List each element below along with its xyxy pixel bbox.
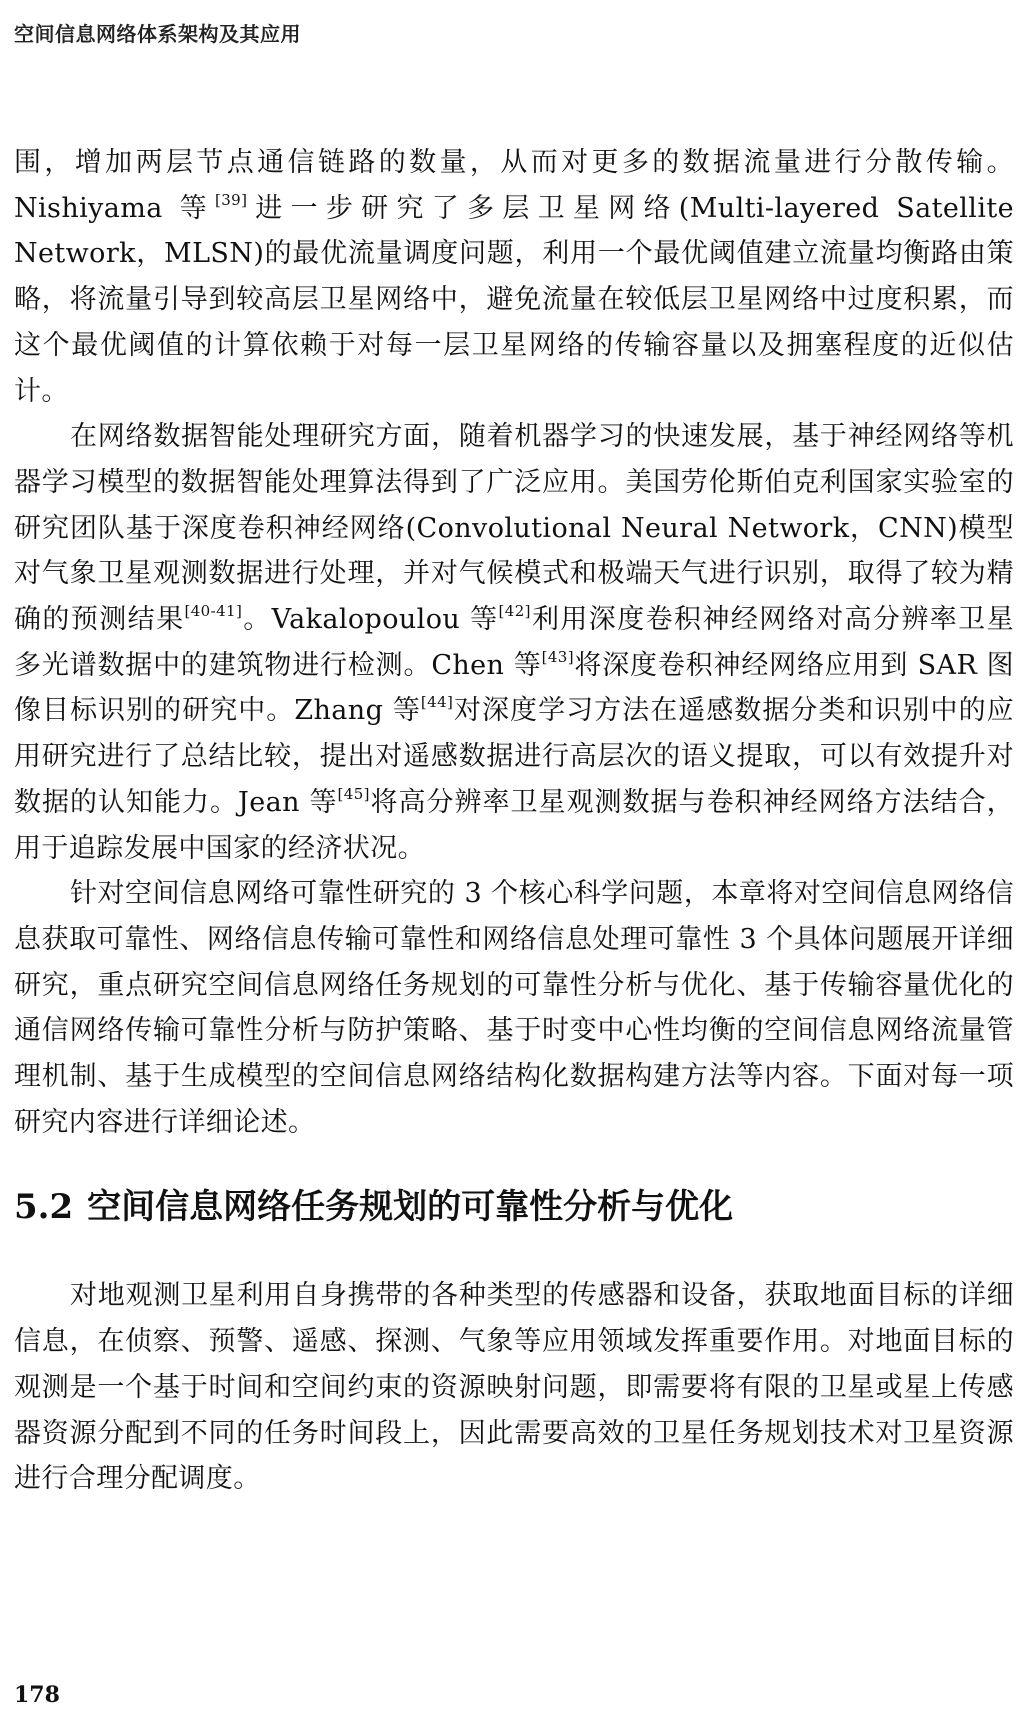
citation-ref: [43] xyxy=(541,647,574,666)
section-heading xyxy=(14,1185,1014,1229)
paragraph-text: 将高分辨率卫星观测数据与卷积神经网络方法结合，用于追踪发展中国家的经济状况。 xyxy=(14,786,1014,864)
paragraph-text: 利用深度卷积神经网络对高分辨率卫星多光谱数据中的建筑物进行检测。Chen 等 xyxy=(14,604,1014,681)
citation-ref: [42] xyxy=(498,602,531,621)
section-paragraph: 对地观测卫星利用自身携带的各种类型的传感器和设备，获取地面目标的详细信息，在侦察、预警、遥感、探测、气象等应用领域发挥重要作用。对地面目标的观测是一个基于时间和空间约束的资源映射问题，即需要将有限的卫星或星上传感器资源分配到不同的任务时间段上，因此需要高效的卫星任务规划技术对卫星资源进行合理分配调度。 xyxy=(14,1280,1014,1495)
body-paragraph xyxy=(14,414,1014,871)
page-body xyxy=(14,140,1014,1502)
citation-ref: [39] xyxy=(214,190,248,209)
paragraph-text: 将深度卷积神经网络应用到 SAR 图像目标识别的研究中。Zhang 等 xyxy=(14,649,1014,727)
paragraph-text: 进一步研究了多层卫星网络(Multi-layered Satellite Network，MLSN)的最优流量调度问题，利用一个最优阈值建立流量均衡路由策略，将流量引导到较高层卫星网络中，避免流量在较低层卫星网络中过度积累，而这个最优阈值的计算依赖于对每一层卫星网络的传输容量以及拥塞程度的近似估计。 xyxy=(14,192,1014,407)
citation-ref: [45] xyxy=(337,784,370,803)
body-paragraphs xyxy=(14,140,1014,1145)
paragraph-text: 围，增加两层节点通信链路的数量，从而对更多的数据流量进行分散传输。Nishiyama 等 xyxy=(14,147,1014,224)
page-number: 178 xyxy=(14,1682,60,1708)
body-paragraph xyxy=(14,140,1014,414)
citation-ref: [40-41] xyxy=(184,602,243,621)
paragraph-text: 在网络数据智能处理研究方面，随着机器学习的快速发展，基于神经网络等机器学习模型的数据智能处理算法得到了广泛应用。美国劳伦斯伯克利国家实验室的研究团队基于深度卷积神经网络(Convolutional Neural Network，CNN)模型对气象卫星观测数据进行处理，并对气候模式和极端天气进行识别，取得了较为精确的预测结果 xyxy=(14,421,1014,636)
running-head: 空间信息网络体系架构及其应用 xyxy=(14,22,301,46)
citation-ref: [44] xyxy=(420,693,454,712)
section-number: 5.2 xyxy=(14,1187,74,1228)
section-title-text: 空间信息网络任务规划的可靠性分析与优化 xyxy=(87,1187,734,1228)
paragraph-text: 针对空间信息网络可靠性研究的 3 个核心科学问题，本章将对空间信息网络信息获取可靠性、网络信息传输可靠性和网络信息处理可靠性 3 个具体问题展开详细研究，重点研究空间信息网络任务规划的可靠性分析与优化、基于传输容量优化的通信网络传输可靠性分析与防护策略、基于时变中心性均衡的空间信息网络流量管理机制、基于生成模型的空间信息网络结构化数据构建方法等内容。下面对每一项研究内容进行详细论述。 xyxy=(14,878,1014,1138)
paragraph-text: 。Vakalopoulou 等 xyxy=(242,604,499,636)
body-paragraph xyxy=(14,871,1014,1145)
paragraph-text: 对深度学习方法在遥感数据分类和识别中的应用研究进行了总结比较，提出对遥感数据进行高层次的语义提取，可以有效提升对数据的认知能力。Jean 等 xyxy=(14,695,1015,818)
